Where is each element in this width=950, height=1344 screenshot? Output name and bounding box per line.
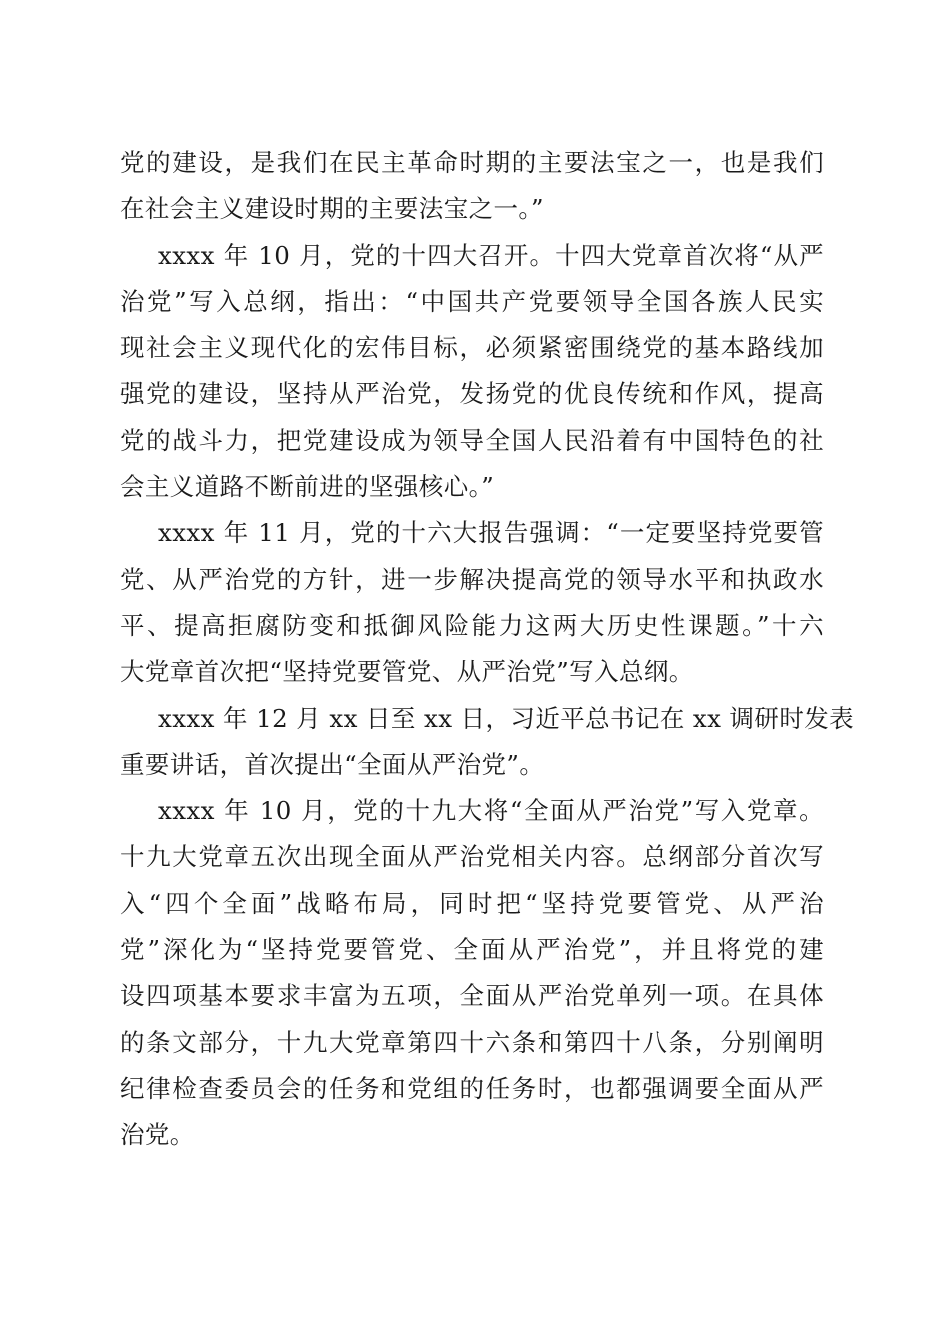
paragraph-line: 治党”写入总纲，指出：“中国共产党要领导全国各族人民实 <box>120 286 824 316</box>
paragraph-line: 现社会主义现代化的宏伟目标，必须紧密围绕党的基本路线加 <box>120 333 824 363</box>
paragraph-line: 重要讲话，首次提出“全面从严治党”。 <box>120 749 545 779</box>
paragraph-3 <box>120 510 824 695</box>
paragraph-line: 会主义道路不断前进的坚强核心。” <box>120 472 495 502</box>
paragraph-line: 在社会主义建设时期的主要法宝之一。” <box>120 194 544 224</box>
paragraph-line: 党的建设，是我们在民主革命时期的主要法宝之一，也是我们 <box>120 148 824 177</box>
paragraph-2 <box>120 233 824 511</box>
document-page <box>120 140 855 1159</box>
paragraph-line: 平、提高拒腐防变和抵御风险能力这两大历史性课题。”十六 <box>120 610 824 640</box>
paragraph-line: xxxx 年 12 月 xx 日至 xx 日，习近平总书记在 xx 调研时发表 <box>158 703 855 733</box>
paragraph-line: 纪律检查委员会的任务和党组的任务时，也都强调要全面从严 <box>120 1073 824 1103</box>
paragraph-line: 十九大党章五次出现全面从严治党相关内容。总纲部分首次写 <box>120 842 824 872</box>
paragraph-line: 的条文部分，十九大党章第四十六条和第四十八条，分别阐明 <box>120 1027 824 1057</box>
paragraph-1 <box>120 140 824 233</box>
paragraph-line: 设四项基本要求丰富为五项，全面从严治党单列一项。在具体 <box>120 981 824 1011</box>
paragraph-line: 强党的建设，坚持从严治党，发扬党的优良传统和作风，提高 <box>120 379 824 409</box>
paragraph-line: 党的战斗力，把党建设成为领导全国人民沿着有中国特色的社 <box>120 425 824 455</box>
paragraph-line: 治党。 <box>120 1120 195 1150</box>
paragraph-line: 大党章首次把“坚持党要管党、从严治党”写入总纲。 <box>120 657 694 687</box>
paragraph-line: 党”深化为“坚持党要管党、全面从严治党”，并且将党的建 <box>120 935 824 965</box>
paragraph-line: 入“四个全面”战略布局，同时把“坚持党要管党、从严治 <box>120 888 824 918</box>
paragraph-line: 党、从严治党的方针，进一步解决提高党的领导水平和执政水 <box>120 564 824 594</box>
paragraph-4 <box>120 696 855 789</box>
paragraph-5 <box>120 788 824 1158</box>
paragraph-line: xxxx 年 10 月，党的十四大召开。十四大党章首次将“从严 <box>158 240 824 270</box>
paragraph-line: xxxx 年 10 月，党的十九大将“全面从严治党”写入党章。 <box>158 796 824 826</box>
paragraph-line: xxxx 年 11 月，党的十六大报告强调：“一定要坚持党要管 <box>158 518 824 548</box>
